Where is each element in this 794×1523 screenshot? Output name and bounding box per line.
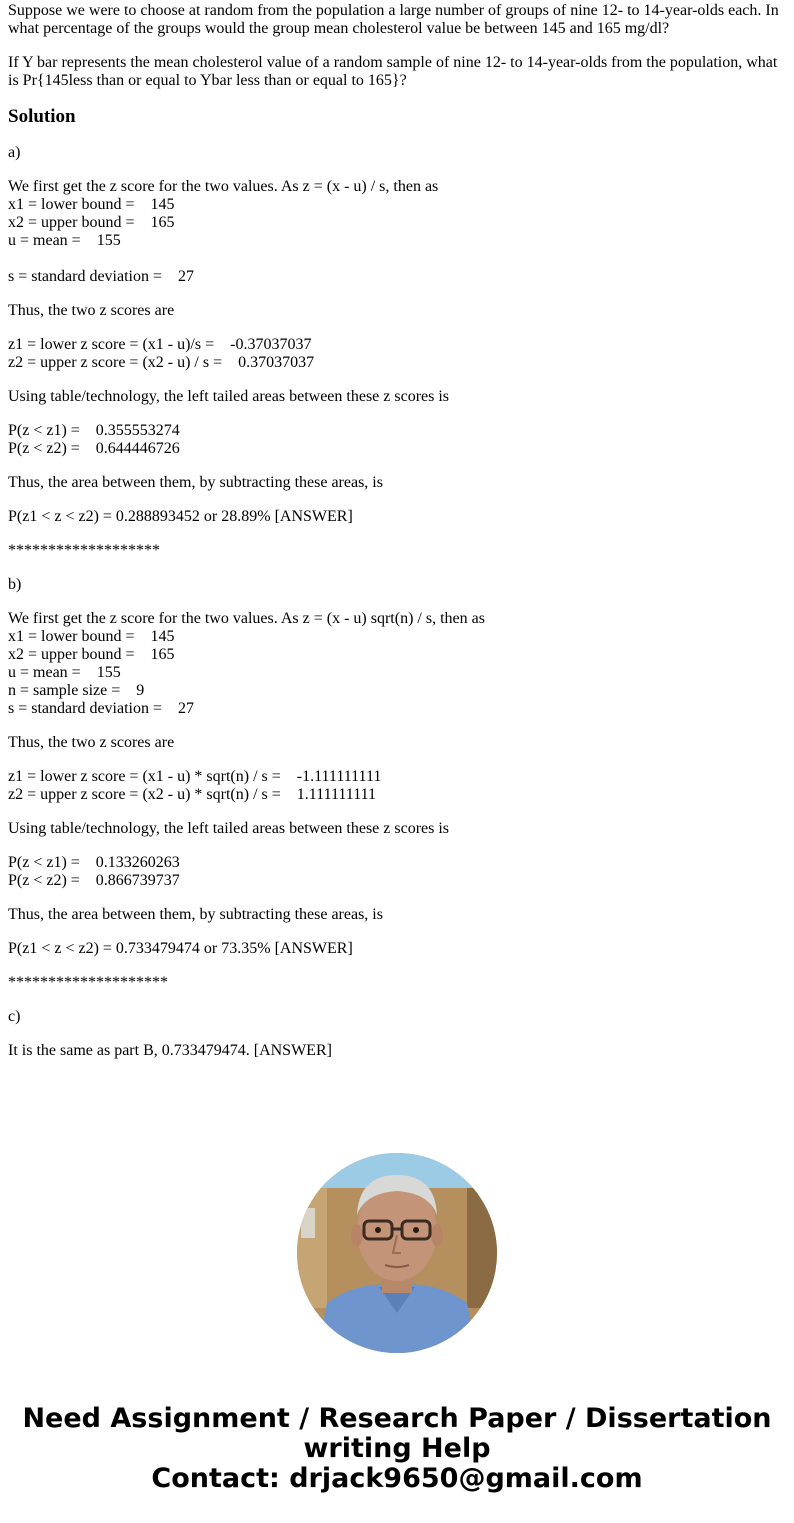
- part-a-x2: x2 = upper bound = 165: [8, 214, 175, 231]
- part-b-separator: ********************: [8, 974, 168, 991]
- part-a-thus-area: Thus, the area between them, by subtracting these areas, is: [8, 474, 383, 491]
- part-a-z2: z2 = upper z score = (x2 - u) / s = 0.37037037: [8, 354, 315, 371]
- part-b-answer: P(z1 < z < z2) = 0.733479474 or 73.35% [ANSWER]: [8, 940, 353, 957]
- part-b-probs: [8, 854, 786, 890]
- part-b-zscores: [8, 768, 786, 804]
- author-portrait-image: [297, 1153, 497, 1353]
- part-a-s: s = standard deviation = 27: [8, 268, 195, 285]
- part-a-pz1: P(z < z1) = 0.355553274: [8, 422, 180, 439]
- part-a-label: a): [8, 144, 21, 161]
- part-b-s: s = standard deviation = 27: [8, 700, 195, 717]
- part-b-given: [8, 610, 786, 718]
- part-b-thus-z: Thus, the two z scores are: [8, 734, 175, 751]
- solution-heading: Solution: [8, 106, 76, 127]
- footer-line-1: Need Assignment / Research Paper / Dissertation: [22, 1403, 772, 1434]
- part-a-probs: [8, 422, 786, 458]
- part-a-separator: *******************: [8, 542, 160, 559]
- part-a-z1: z1 = lower z score = (x1 - u)/s = -0.37037037: [8, 336, 312, 353]
- part-b-n: n = sample size = 9: [8, 682, 145, 699]
- part-b-x2: x2 = upper bound = 165: [8, 646, 175, 663]
- part-c-text: It is the same as part B, 0.733479474. [ANSWER]: [8, 1042, 332, 1059]
- part-a-zscores: [8, 336, 786, 372]
- part-b-x1: x1 = lower bound = 145: [8, 628, 175, 645]
- part-a-x1: x1 = lower bound = 145: [8, 196, 175, 213]
- question-paragraph-1: Suppose we were to choose at random from the population a large number of groups of nine 12- to 14-year-olds each. In what percentage of the groups would the group mean cholesterol value be between 145 and 165 mg/dl?: [8, 2, 779, 37]
- document-body: [8, 2, 786, 1076]
- part-a-using: Using table/technology, the left tailed areas between these z scores is: [8, 388, 450, 405]
- part-b-z1: z1 = lower z score = (x1 - u) * sqrt(n) / s = -1.111111111: [8, 768, 382, 785]
- part-b-u: u = mean = 155: [8, 664, 121, 681]
- author-avatar: [297, 1153, 497, 1353]
- part-a-u: u = mean = 155: [8, 232, 121, 249]
- part-a-intro: We first get the z score for the two values. As z = (x - u) / s, then as: [8, 178, 439, 195]
- part-b-pz2: P(z < z2) = 0.866739737: [8, 872, 180, 889]
- part-b-pz1: P(z < z1) = 0.133260263: [8, 854, 180, 871]
- part-a-pz2: P(z < z2) = 0.644446726: [8, 440, 180, 457]
- part-a-given: [8, 178, 786, 286]
- part-b-z2: z2 = upper z score = (x2 - u) * sqrt(n) / s = 1.111111111: [8, 786, 377, 803]
- part-b-label: b): [8, 576, 22, 593]
- part-a-thus-z: Thus, the two z scores are: [8, 302, 175, 319]
- part-b-intro: We first get the z score for the two values. As z = (x - u) sqrt(n) / s, then as: [8, 610, 485, 627]
- part-a-answer: P(z1 < z < z2) = 0.288893452 or 28.89% [ANSWER]: [8, 508, 353, 525]
- footer-contact: Contact: drjack9650@gmail.com: [151, 1463, 643, 1494]
- footer-line-2: writing Help: [303, 1433, 491, 1464]
- footer-banner: [0, 1404, 794, 1494]
- part-b-thus-area: Thus, the area between them, by subtracting these areas, is: [8, 906, 383, 923]
- part-b-using: Using table/technology, the left tailed areas between these z scores is: [8, 820, 450, 837]
- question-paragraph-2: If Y bar represents the mean cholesterol value of a random sample of nine 12- to 14-year-olds from the population, what is Pr{145less than or equal to Ybar less than or equal to 165}?: [8, 54, 778, 89]
- part-c-label: c): [8, 1008, 21, 1025]
